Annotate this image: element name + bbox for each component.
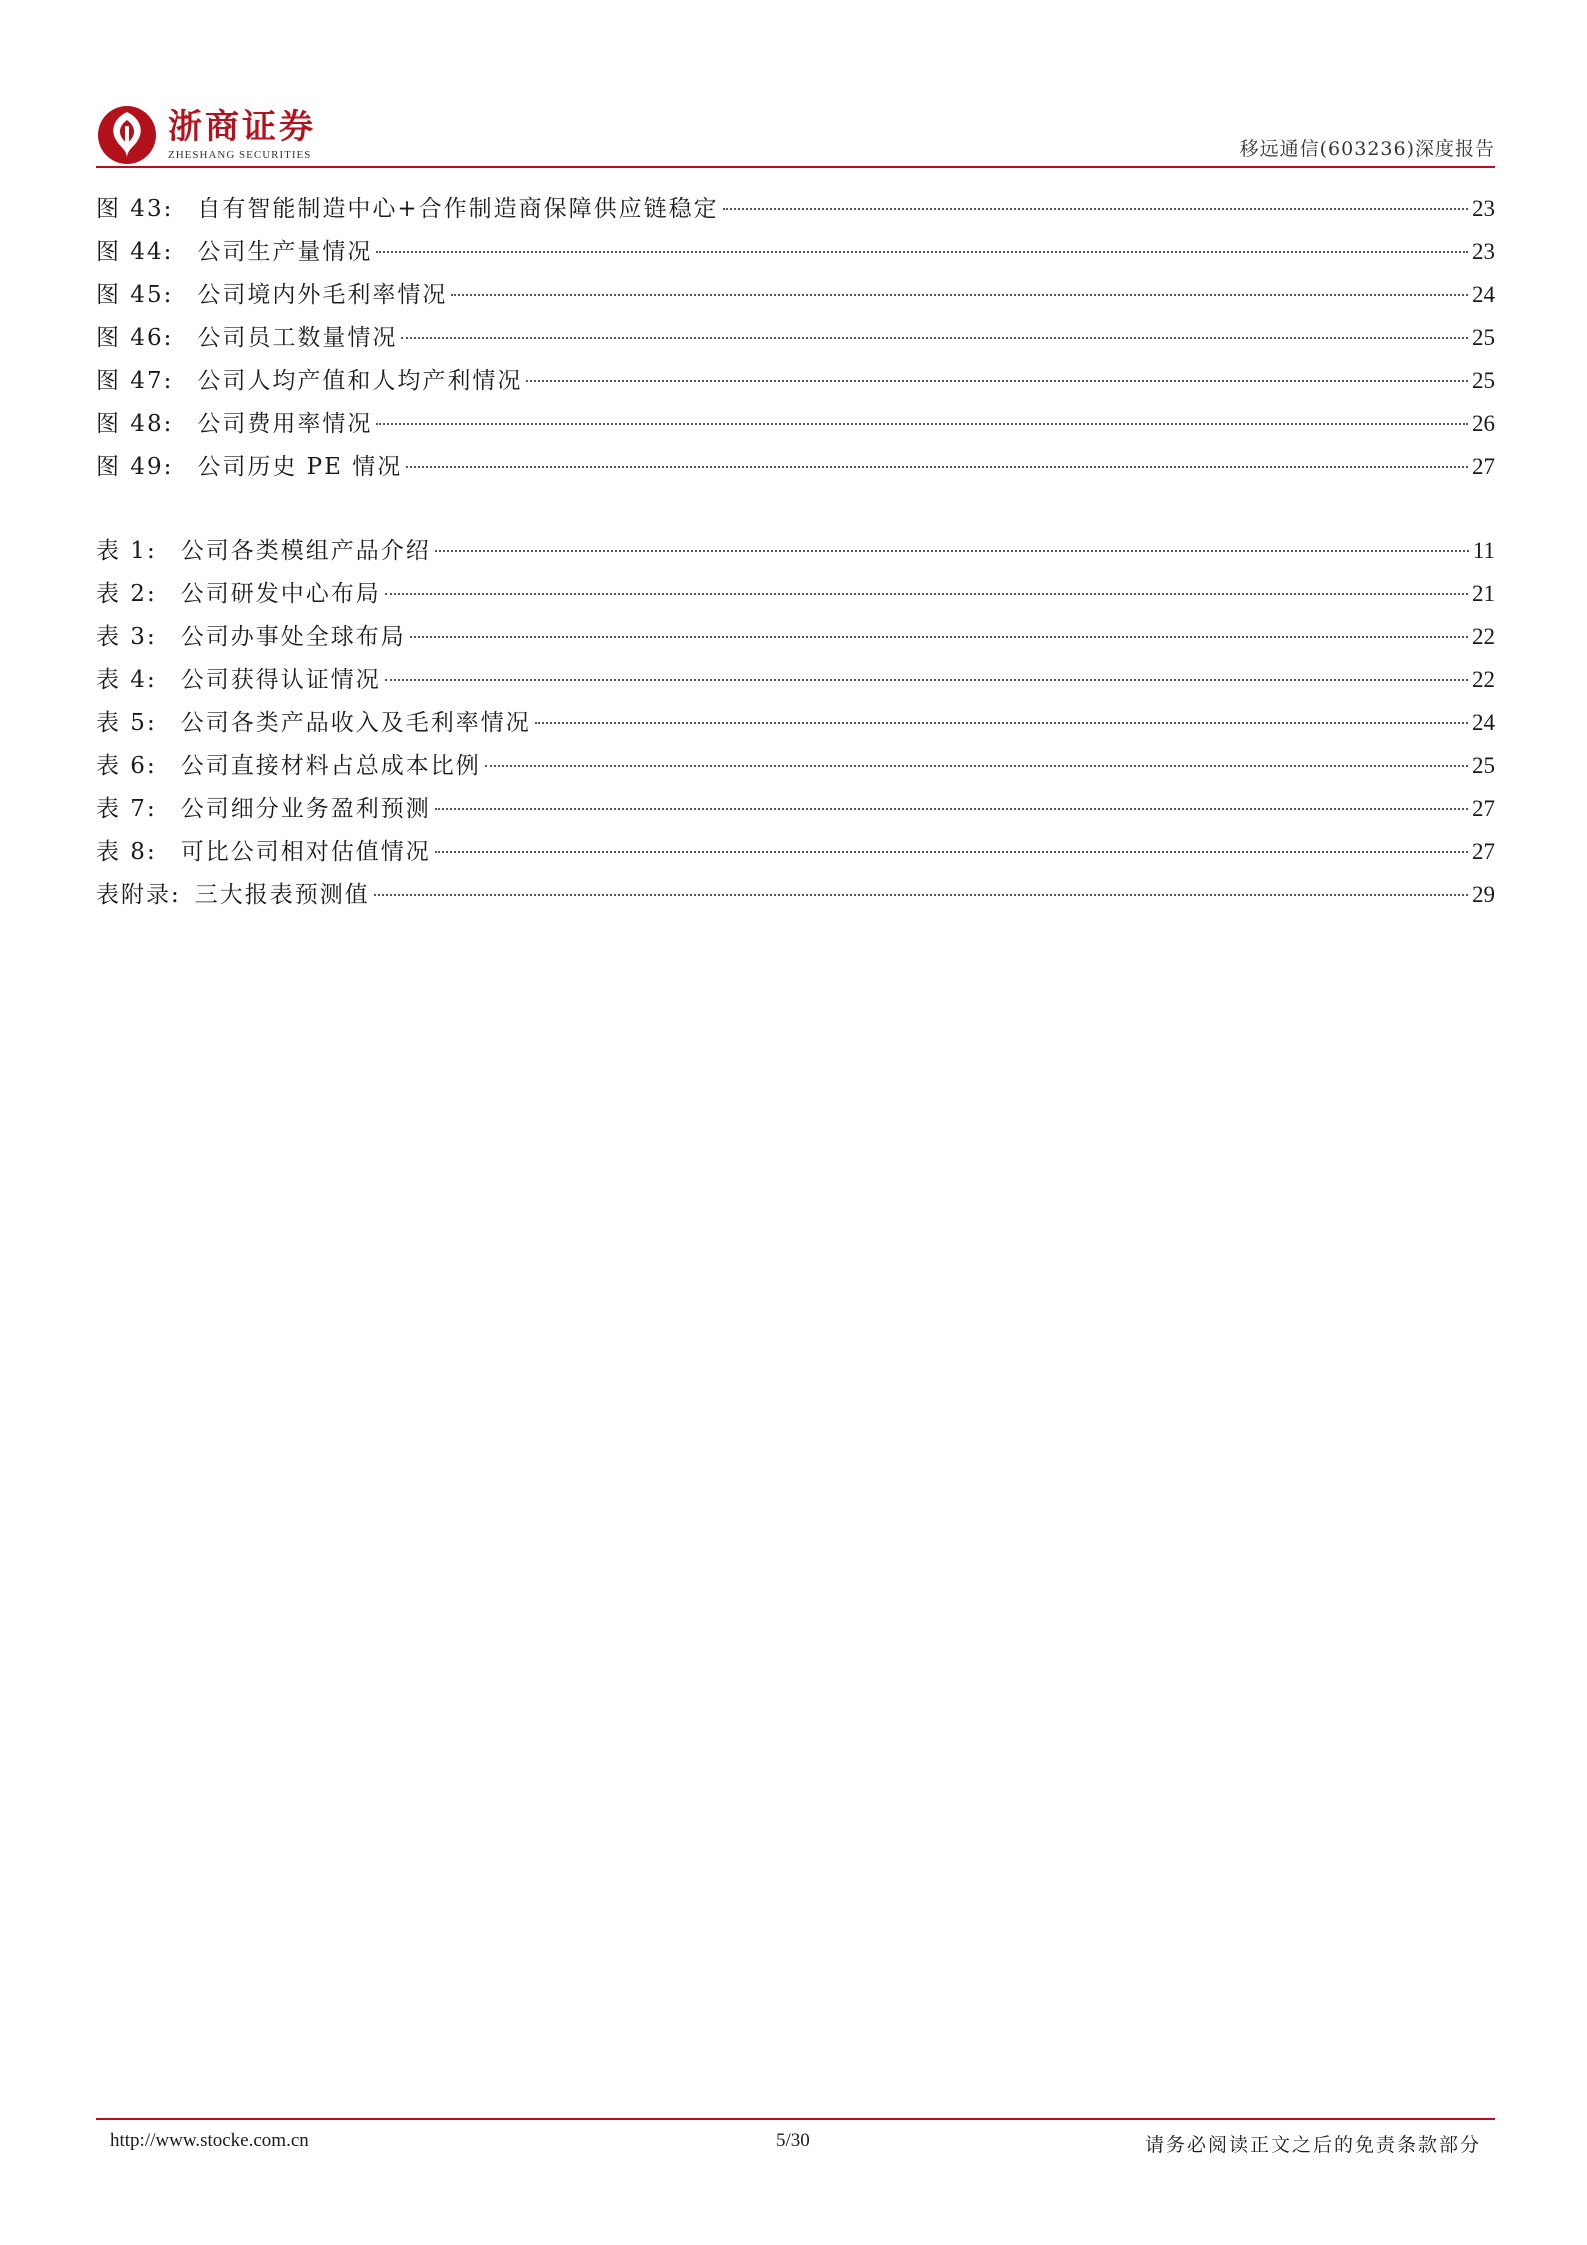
toc-leader-dots — [435, 808, 1468, 810]
toc-leader-dots — [526, 380, 1468, 382]
toc-leader-dots — [401, 337, 1468, 339]
toc-page-number: 27 — [1472, 796, 1495, 821]
footer-divider — [96, 2118, 1495, 2120]
toc-label: 表 8: — [96, 839, 157, 865]
toc-leader-dots — [451, 294, 1468, 296]
page-header — [96, 96, 1495, 168]
toc-label: 图 46: — [96, 325, 174, 351]
company-logo — [96, 104, 316, 166]
toc-page-number: 25 — [1472, 325, 1495, 350]
toc-entry-table-4[interactable] — [96, 661, 1495, 704]
toc-entry-figure-46[interactable] — [96, 319, 1495, 362]
toc-page-number: 21 — [1472, 581, 1495, 606]
toc-label: 图 47: — [96, 368, 174, 394]
toc-title: 公司历史 PE 情况 — [197, 454, 403, 480]
toc-label: 表 3: — [96, 624, 157, 650]
toc-page-number: 23 — [1472, 196, 1495, 221]
toc-entry-figure-48[interactable] — [96, 405, 1495, 448]
toc-entry-table-8[interactable] — [96, 833, 1495, 876]
toc-page-number: 27 — [1472, 839, 1495, 864]
toc-entry-figure-49[interactable] — [96, 448, 1495, 491]
toc-title: 自有智能制造中心+合作制造商保障供应链稳定 — [197, 196, 719, 222]
toc-label: 表 2: — [96, 581, 157, 607]
page-number: 5/30 — [776, 2130, 810, 2151]
toc-title: 三大报表预测值 — [194, 882, 370, 908]
toc-entry-figure-43[interactable] — [96, 190, 1495, 233]
toc-entry-figure-45[interactable] — [96, 276, 1495, 319]
toc-entry-table-2[interactable] — [96, 575, 1495, 618]
toc-entry-table-6[interactable] — [96, 747, 1495, 790]
toc-label: 表 6: — [96, 753, 157, 779]
toc-entry-figure-47[interactable] — [96, 362, 1495, 405]
toc-label: 表 1: — [96, 538, 157, 564]
zheshang-logo-icon — [96, 104, 158, 166]
toc-title: 公司员工数量情况 — [197, 325, 398, 351]
toc-title: 公司研发中心布局 — [180, 581, 381, 607]
toc-page-number: 22 — [1472, 667, 1495, 692]
report-title: 移远通信(603236)深度报告 — [1239, 138, 1495, 160]
toc-title: 公司人均产值和人均产利情况 — [197, 368, 523, 394]
toc-label: 图 45: — [96, 282, 174, 308]
toc-leader-dots — [385, 593, 1468, 595]
toc-title: 公司费用率情况 — [197, 411, 373, 437]
toc-title: 公司细分业务盈利预测 — [180, 796, 431, 822]
toc-title: 公司各类产品收入及毛利率情况 — [180, 710, 531, 736]
toc-page-number: 11 — [1472, 538, 1495, 563]
toc-label: 图 44: — [96, 239, 174, 265]
toc-title: 公司境内外毛利率情况 — [197, 282, 448, 308]
toc-title: 公司办事处全球布局 — [180, 624, 406, 650]
toc-page-number: 29 — [1472, 882, 1495, 907]
disclaimer-text: 请务必阅读正文之后的免责条款部分 — [1144, 2134, 1481, 2156]
toc-page-number: 25 — [1472, 368, 1495, 393]
toc-page-number: 25 — [1472, 753, 1495, 778]
toc-page-number: 22 — [1472, 624, 1495, 649]
logo-chinese-name: 浙商证券 — [168, 107, 316, 147]
figure-list — [96, 190, 1495, 491]
toc-leader-dots — [376, 251, 1468, 253]
toc-leader-dots — [410, 636, 1468, 638]
toc-page-number: 26 — [1472, 411, 1495, 436]
toc-label: 表附录: — [96, 882, 181, 908]
toc-page-number: 24 — [1472, 710, 1495, 735]
toc-label: 图 49: — [96, 454, 174, 480]
toc-leader-dots — [385, 679, 1468, 681]
toc-leader-dots — [723, 208, 1468, 210]
toc-label: 表 7: — [96, 796, 157, 822]
toc-leader-dots — [535, 722, 1468, 724]
website-link[interactable]: http://www.stocke.com.cn — [110, 2130, 309, 2151]
toc-page-number: 27 — [1472, 454, 1495, 479]
toc-title: 公司直接材料占总成本比例 — [180, 753, 481, 779]
toc-leader-dots — [435, 851, 1468, 853]
toc-page-number: 24 — [1472, 282, 1495, 307]
table-list — [96, 532, 1495, 919]
header-divider — [96, 166, 1495, 168]
logo-english-name: ZHESHANG SECURITIES — [168, 149, 312, 161]
toc-leader-dots — [435, 550, 1469, 552]
toc-leader-dots — [374, 894, 1468, 896]
toc-title: 公司各类模组产品介绍 — [180, 538, 431, 564]
toc-label: 图 43: — [96, 196, 174, 222]
toc-leader-dots — [406, 466, 1468, 468]
toc-entry-table-appendix[interactable] — [96, 876, 1495, 919]
page-footer — [96, 2118, 1495, 2158]
toc-label: 图 48: — [96, 411, 174, 437]
toc-entry-table-5[interactable] — [96, 704, 1495, 747]
toc-page-number: 23 — [1472, 239, 1495, 264]
toc-label: 表 4: — [96, 667, 157, 693]
toc-entry-table-7[interactable] — [96, 790, 1495, 833]
toc-entry-figure-44[interactable] — [96, 233, 1495, 276]
toc-title: 可比公司相对估值情况 — [180, 839, 431, 865]
toc-entry-table-3[interactable] — [96, 618, 1495, 661]
toc-title: 公司获得认证情况 — [180, 667, 381, 693]
toc-label: 表 5: — [96, 710, 157, 736]
toc-entry-table-1[interactable] — [96, 532, 1495, 575]
toc-leader-dots — [376, 423, 1468, 425]
toc-leader-dots — [485, 765, 1468, 767]
toc-title: 公司生产量情况 — [197, 239, 373, 265]
